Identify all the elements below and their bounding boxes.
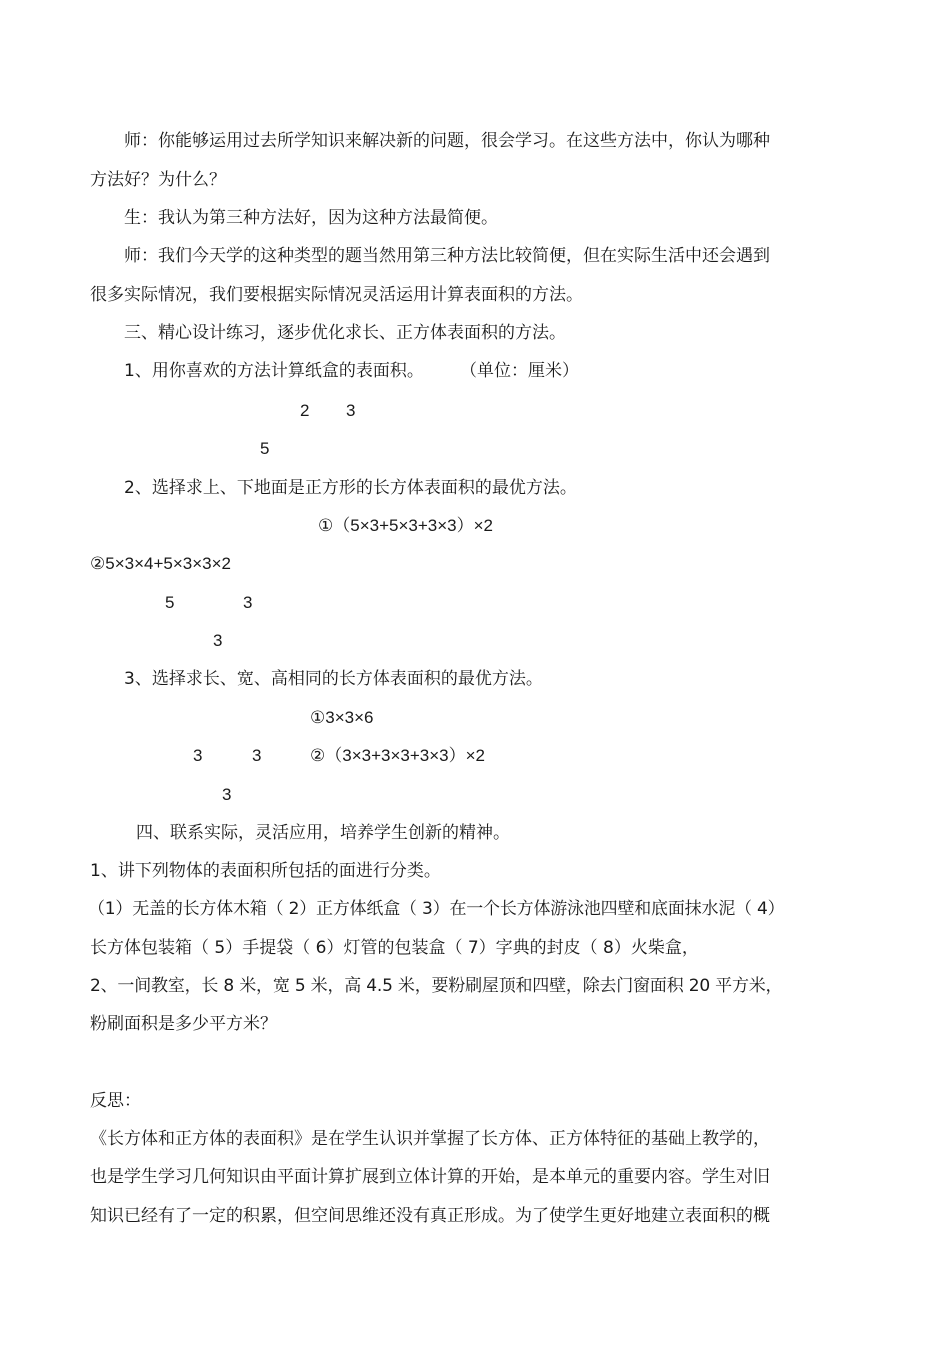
exercise-2-dimension: 3 — [213, 631, 223, 650]
exercise-1-dimension: 2 — [300, 401, 310, 420]
exercise-1-unit: （单位：厘米） — [460, 361, 579, 381]
exercise-3-question: 3、选择求长、宽、高相同的长方体表面积的最优方法。 — [124, 669, 543, 689]
exercise-2-dimension: 3 — [243, 593, 253, 612]
exercise-2-option-2: ②5×3×4+5×3×3×2 — [90, 554, 231, 573]
section-4-heading: 四、联系实际，灵活应用，培养学生创新的精神。 — [136, 823, 510, 843]
question-1-text: 1、讲下列物体的表面积所包括的面进行分类。 — [90, 861, 441, 881]
reflection-line-2: 也是学生学习几何知识由平面计算扩展到立体计算的开始，是本单元的重要内容。学生对旧 — [90, 1167, 770, 1187]
exercise-1-dimension: 5 — [260, 439, 270, 458]
teacher-comment-line-2: 很多实际情况，我们要根据实际情况灵活运用计算表面积的方法。 — [90, 285, 583, 305]
section-3-heading: 三、精心设计练习，逐步优化求长、正方体表面积的方法。 — [124, 323, 566, 343]
student-reply: 生：我认为第三种方法好，因为这种方法最简便。 — [124, 208, 498, 228]
reflection-title: 反思： — [90, 1091, 141, 1111]
teacher-remark-line-1: 师：你能够运用过去所学知识来解决新的问题，很会学习。在这些方法中，你认为哪种 — [124, 131, 770, 151]
question-2-line-1: 2、一间教室，长 8 米，宽 5 米，高 4.5 米，要粉刷屋顶和四壁，除去门窗面积 20 平方米， — [90, 976, 783, 996]
question-1-items-line-2: 长方体包装箱（ 5）手提袋（ 6）灯管的包装盒（ 7）字典的封皮（ 8）火柴盒， — [90, 938, 699, 958]
exercise-3-dimension: 3 — [252, 746, 262, 765]
exercise-3-dimension: 3 — [222, 785, 232, 804]
exercise-1-question: 1、用你喜欢的方法计算纸盒的表面积。 — [124, 361, 424, 381]
reflection-line-3: 知识已经有了一定的积累，但空间思维还没有真正形成。为了使学生更好地建立表面积的概 — [90, 1206, 770, 1226]
question-2-line-2: 粉刷面积是多少平方米？ — [90, 1014, 277, 1034]
teacher-comment-line-1: 师：我们今天学的这种类型的题当然用第三种方法比较简便，但在实际生活中还会遇到 — [124, 246, 770, 266]
exercise-2-dimension: 5 — [165, 593, 175, 612]
reflection-line-1: 《长方体和正方体的表面积》是在学生认识并掌握了长方体、正方体特征的基础上教学的， — [90, 1129, 770, 1149]
exercise-3-dimension: 3 — [193, 746, 203, 765]
exercise-3-option-2: ②（3×3+3×3+3×3）×2 — [310, 746, 485, 765]
exercise-3-option-1: ①3×3×6 — [310, 708, 374, 727]
exercise-1-dimension: 3 — [346, 401, 356, 420]
question-1-items-line-1: （1）无盖的长方体木箱（ 2）正方体纸盒（ 3）在一个长方体游泳池四壁和底面抹水泥（ 4） — [88, 899, 785, 919]
exercise-2-option-1: ①（5×3+5×3+3×3）×2 — [318, 516, 493, 535]
exercise-2-question: 2、选择求上、下地面是正方形的长方体表面积的最优方法。 — [124, 478, 577, 498]
teacher-remark-line-2: 方法好？为什么？ — [90, 170, 226, 190]
